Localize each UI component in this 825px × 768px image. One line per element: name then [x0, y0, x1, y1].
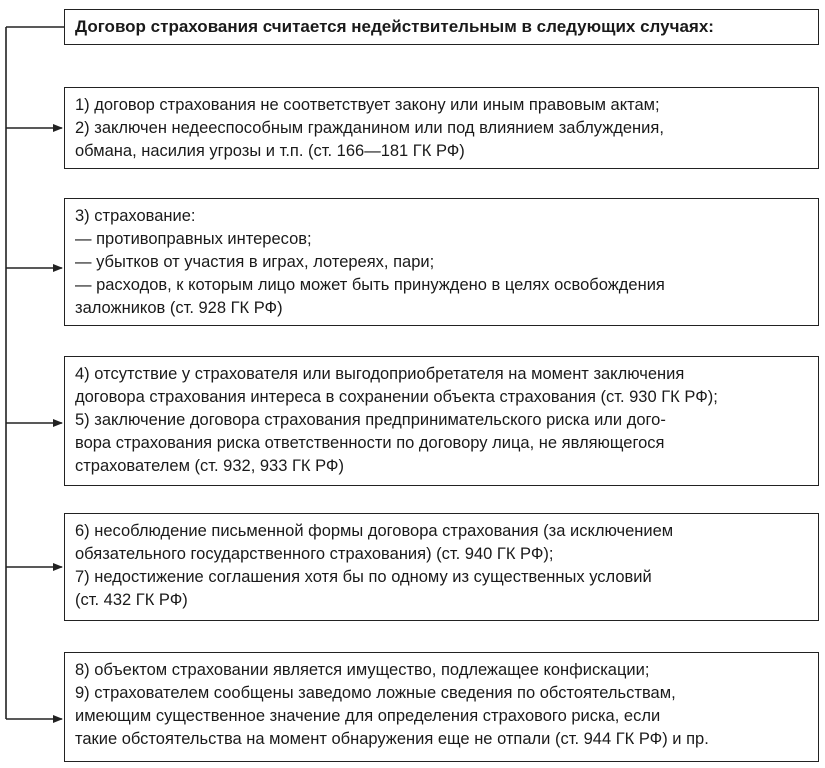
- case-line: 5) заключение договора страхования предпринимательского риска или дого-: [75, 411, 666, 429]
- case-line: вора страхования риска ответственности по договору лица, не являющегося: [75, 434, 665, 452]
- case-line: — противоправных интересов;: [75, 230, 312, 248]
- case-line: такие обстоятельства на момент обнаружения еще не отпали (ст. 944 ГК РФ) и пр.: [75, 730, 709, 748]
- case-line: 6) несоблюдение письменной формы договора страхования (за исключением: [75, 522, 674, 540]
- case-line: — убытков от участия в играх, лотереях, пари;: [75, 253, 435, 271]
- case-line: заложников (ст. 928 ГК РФ): [75, 299, 283, 317]
- case-line: 2) заключен недееспособным гражданином или под влиянием заблуждения,: [75, 119, 664, 137]
- case-line: страхователем (ст. 932, 933 ГК РФ): [75, 457, 344, 475]
- case-line: обмана, насилия угрозы и т.п. (ст. 166—181 ГК РФ): [75, 142, 465, 160]
- case-box-5: [64, 652, 819, 762]
- case-line: 8) объектом страховании является имущество, подлежащее конфискации;: [75, 661, 650, 679]
- case-box-3: [64, 356, 819, 486]
- case-line: 7) недостижение соглашения хотя бы по одному из существенных условий: [75, 568, 652, 586]
- diagram-title: Договор страхования считается недействительным в следующих случаях:: [64, 9, 819, 45]
- case-box-2: [64, 198, 819, 326]
- case-line: (ст. 432 ГК РФ): [75, 591, 188, 609]
- case-line: обязательного государственного страхования) (ст. 940 ГК РФ);: [75, 545, 554, 563]
- case-box-4: [64, 513, 819, 621]
- case-line: 9) страхователем сообщены заведомо ложные сведения по обстоятельствам,: [75, 684, 676, 702]
- case-box-1: [64, 87, 819, 169]
- case-line: имеющим существенное значение для определения страхового риска, если: [75, 707, 661, 725]
- case-line: договора страхования интереса в сохранении объекта страхования (ст. 930 ГК РФ);: [75, 388, 718, 406]
- case-line: 4) отсутствие у страхователя или выгодоприобретателя на момент заключения: [75, 365, 685, 383]
- case-line: — расходов, к которым лицо может быть принуждено в целях освобождения: [75, 276, 665, 294]
- case-line: 1) договор страхования не соответствует закону или иным правовым актам;: [75, 96, 660, 114]
- case-line: 3) страхование:: [75, 207, 196, 225]
